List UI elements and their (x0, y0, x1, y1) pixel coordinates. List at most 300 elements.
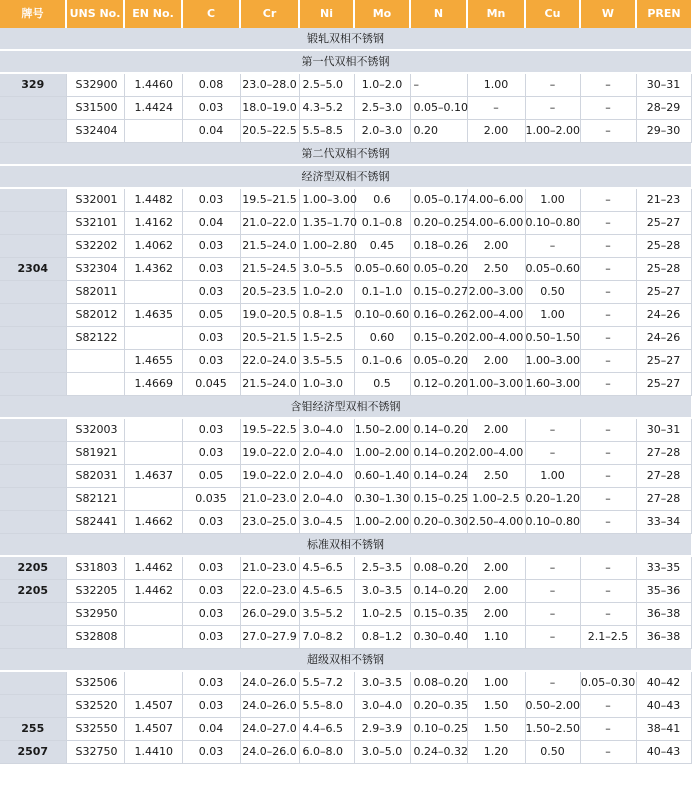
cell-mn: 2.00 (467, 556, 525, 580)
cell-en: 1.4655 (124, 350, 182, 373)
cell-w: – (580, 212, 636, 235)
cell-cr: 27.0–27.9 (240, 626, 299, 649)
cell-cr: 24.0–26.0 (240, 671, 299, 695)
cell-mn: 1.00–2.5 (467, 488, 525, 511)
cell-uns: S82121 (66, 488, 124, 511)
cell-n: 0.14–0.20 (410, 580, 467, 603)
cell-pren: 25–27 (636, 350, 691, 373)
cell-pren: 24–26 (636, 327, 691, 350)
cell-w: – (580, 120, 636, 143)
cell-cu: 1.60–3.00 (525, 373, 580, 396)
cell-pren: 30–31 (636, 73, 691, 97)
cell-cr: 21.5–24.5 (240, 258, 299, 281)
cell-w: – (580, 304, 636, 327)
cell-mn: 2.00 (467, 580, 525, 603)
cell-w: – (580, 556, 636, 580)
cell-cu: 1.00–3.00 (525, 350, 580, 373)
cell-grade: 2205 (0, 580, 66, 603)
cell-uns: S32520 (66, 695, 124, 718)
cell-w: – (580, 350, 636, 373)
cell-pren: 36–38 (636, 603, 691, 626)
cell-ni: 2.0–4.0 (299, 465, 354, 488)
cell-n: 0.08–0.20 (410, 556, 467, 580)
cell-mn: 4.00–6.00 (467, 188, 525, 212)
cell-uns: S82031 (66, 465, 124, 488)
cell-pren: 35–36 (636, 580, 691, 603)
cell-en: 1.4062 (124, 235, 182, 258)
cell-grade (0, 671, 66, 695)
cell-w: – (580, 718, 636, 741)
table-row (0, 580, 691, 603)
cell-en: 1.4662 (124, 511, 182, 534)
cell-uns: S32001 (66, 188, 124, 212)
cell-ni: 6.0–8.0 (299, 741, 354, 764)
cell-uns: S32304 (66, 258, 124, 281)
cell-n: – (410, 73, 467, 97)
cell-cr: 22.0–24.0 (240, 350, 299, 373)
cell-n: 0.15–0.27 (410, 281, 467, 304)
cell-mo: 2.0–3.0 (354, 120, 410, 143)
cell-en: 1.4635 (124, 304, 182, 327)
table-body (0, 28, 691, 764)
cell-cu: – (525, 580, 580, 603)
cell-cu: – (525, 671, 580, 695)
cell-mo: 2.5–3.0 (354, 97, 410, 120)
cell-ni: 5.5–7.2 (299, 671, 354, 695)
cell-cu: 0.50 (525, 281, 580, 304)
cell-uns: S32205 (66, 580, 124, 603)
table-row (0, 73, 691, 97)
cell-pren: 40–43 (636, 741, 691, 764)
cell-grade (0, 97, 66, 120)
cell-uns: S32950 (66, 603, 124, 626)
cell-en (124, 327, 182, 350)
cell-mn: 1.50 (467, 718, 525, 741)
cell-grade (0, 235, 66, 258)
cell-c: 0.03 (182, 556, 240, 580)
cell-grade (0, 442, 66, 465)
header-pren: PREN (636, 0, 691, 28)
cell-cr: 20.5–21.5 (240, 327, 299, 350)
cell-ni: 2.0–4.0 (299, 488, 354, 511)
cell-mn: 2.50 (467, 258, 525, 281)
cell-n: 0.20–0.25 (410, 212, 467, 235)
cell-c: 0.03 (182, 442, 240, 465)
cell-mn: 1.00–3.00 (467, 373, 525, 396)
cell-n: 0.05–0.10 (410, 97, 467, 120)
cell-w: – (580, 695, 636, 718)
cell-ni: 5.5–8.5 (299, 120, 354, 143)
cell-en (124, 442, 182, 465)
cell-grade (0, 304, 66, 327)
cell-ni: 0.8–1.5 (299, 304, 354, 327)
cell-w: – (580, 580, 636, 603)
table-row (0, 281, 691, 304)
cell-ni: 3.0–4.5 (299, 511, 354, 534)
cell-pren: 21–23 (636, 188, 691, 212)
cell-cu: – (525, 626, 580, 649)
cell-pren: 33–34 (636, 511, 691, 534)
cell-c: 0.03 (182, 235, 240, 258)
cell-en: 1.4462 (124, 556, 182, 580)
cell-ni: 3.0–4.0 (299, 418, 354, 442)
cell-en: 1.4507 (124, 718, 182, 741)
cell-pren: 28–29 (636, 97, 691, 120)
cell-en (124, 418, 182, 442)
cell-mo: 1.0–2.5 (354, 603, 410, 626)
cell-n: 0.12–0.20 (410, 373, 467, 396)
cell-c: 0.03 (182, 188, 240, 212)
cell-en: 1.4637 (124, 465, 182, 488)
cell-cr: 19.0–20.5 (240, 304, 299, 327)
cell-uns (66, 350, 124, 373)
cell-n: 0.08–0.20 (410, 671, 467, 695)
cell-w: – (580, 188, 636, 212)
cell-mn: 2.00–4.00 (467, 327, 525, 350)
cell-pren: 25–27 (636, 281, 691, 304)
cell-uns: S32750 (66, 741, 124, 764)
header-en: EN No. (124, 0, 182, 28)
section-title: 第一代双相不锈钢 (0, 50, 691, 73)
table-row (0, 235, 691, 258)
cell-c: 0.03 (182, 741, 240, 764)
cell-w: – (580, 281, 636, 304)
cell-c: 0.04 (182, 120, 240, 143)
cell-grade: 2205 (0, 556, 66, 580)
cell-w: – (580, 603, 636, 626)
cell-pren: 25–27 (636, 373, 691, 396)
cell-mo: 0.6 (354, 188, 410, 212)
cell-uns: S31803 (66, 556, 124, 580)
cell-cr: 19.5–21.5 (240, 188, 299, 212)
cell-c: 0.045 (182, 373, 240, 396)
cell-w: – (580, 442, 636, 465)
cell-uns: S82012 (66, 304, 124, 327)
cell-c: 0.03 (182, 511, 240, 534)
cell-en: 1.4162 (124, 212, 182, 235)
cell-w: – (580, 97, 636, 120)
cell-mo: 0.10–0.60 (354, 304, 410, 327)
cell-grade (0, 281, 66, 304)
header-cr: Cr (240, 0, 299, 28)
cell-w: – (580, 511, 636, 534)
cell-mo: 0.60 (354, 327, 410, 350)
cell-c: 0.035 (182, 488, 240, 511)
cell-mn: 2.00 (467, 603, 525, 626)
cell-n: 0.14–0.20 (410, 418, 467, 442)
table-row (0, 120, 691, 143)
cell-grade (0, 327, 66, 350)
cell-grade (0, 511, 66, 534)
cell-mo: 3.0–3.5 (354, 580, 410, 603)
section-header-row (0, 534, 691, 557)
cell-w: – (580, 373, 636, 396)
cell-cu: 0.10–0.80 (525, 212, 580, 235)
cell-en (124, 120, 182, 143)
cell-n: 0.16–0.26 (410, 304, 467, 327)
cell-mo: 0.05–0.60 (354, 258, 410, 281)
cell-mn: 2.00 (467, 235, 525, 258)
cell-uns: S32404 (66, 120, 124, 143)
cell-mn: 2.00–4.00 (467, 304, 525, 327)
cell-n: 0.20 (410, 120, 467, 143)
cell-grade: 2304 (0, 258, 66, 281)
cell-c: 0.08 (182, 73, 240, 97)
cell-en (124, 488, 182, 511)
cell-en: 1.4424 (124, 97, 182, 120)
section-title: 标准双相不锈钢 (0, 534, 691, 557)
cell-n: 0.30–0.40 (410, 626, 467, 649)
header-mo: Mo (354, 0, 410, 28)
cell-en: 1.4669 (124, 373, 182, 396)
cell-c: 0.04 (182, 718, 240, 741)
cell-cr: 21.5–24.0 (240, 373, 299, 396)
cell-en (124, 603, 182, 626)
cell-cu: 0.50–2.00 (525, 695, 580, 718)
cell-mn: 2.00 (467, 120, 525, 143)
cell-w: – (580, 488, 636, 511)
cell-c: 0.04 (182, 212, 240, 235)
table-row (0, 327, 691, 350)
table-row (0, 350, 691, 373)
cell-c: 0.03 (182, 418, 240, 442)
cell-c: 0.03 (182, 580, 240, 603)
cell-mo: 2.5–3.5 (354, 556, 410, 580)
cell-uns (66, 373, 124, 396)
cell-en: 1.4462 (124, 580, 182, 603)
cell-grade (0, 212, 66, 235)
cell-grade (0, 188, 66, 212)
cell-pren: 27–28 (636, 488, 691, 511)
cell-mn: 1.00 (467, 671, 525, 695)
cell-uns: S32101 (66, 212, 124, 235)
cell-pren: 27–28 (636, 465, 691, 488)
header-ni: Ni (299, 0, 354, 28)
cell-uns: S82441 (66, 511, 124, 534)
section-header-row (0, 165, 691, 188)
cell-c: 0.03 (182, 327, 240, 350)
cell-pren: 25–28 (636, 258, 691, 281)
cell-cu: – (525, 442, 580, 465)
header-c: C (182, 0, 240, 28)
cell-ni: 4.4–6.5 (299, 718, 354, 741)
cell-grade (0, 373, 66, 396)
cell-mo: 3.0–3.5 (354, 671, 410, 695)
cell-cr: 20.5–22.5 (240, 120, 299, 143)
section-title: 锻轧双相不锈钢 (0, 28, 691, 50)
cell-uns: S32550 (66, 718, 124, 741)
cell-cu: 0.50 (525, 741, 580, 764)
cell-cu: 1.00 (525, 304, 580, 327)
cell-cr: 22.0–23.0 (240, 580, 299, 603)
cell-cu: – (525, 418, 580, 442)
cell-pren: 33–35 (636, 556, 691, 580)
cell-uns: S32900 (66, 73, 124, 97)
cell-cr: 21.5–24.0 (240, 235, 299, 258)
cell-grade (0, 120, 66, 143)
section-title: 第二代双相不锈钢 (0, 143, 691, 166)
cell-pren: 38–41 (636, 718, 691, 741)
cell-cr: 21.0–23.0 (240, 556, 299, 580)
cell-grade (0, 603, 66, 626)
cell-ni: 1.00–2.80 (299, 235, 354, 258)
cell-en (124, 281, 182, 304)
header-grade: 牌号 (0, 0, 66, 28)
cell-mn: 2.00 (467, 418, 525, 442)
cell-c: 0.03 (182, 281, 240, 304)
cell-w: – (580, 327, 636, 350)
cell-en: 1.4460 (124, 73, 182, 97)
cell-w: – (580, 258, 636, 281)
header-row (0, 0, 691, 28)
cell-cr: 21.0–22.0 (240, 212, 299, 235)
cell-uns: S32506 (66, 671, 124, 695)
cell-mo: 0.30–1.30 (354, 488, 410, 511)
cell-pren: 40–43 (636, 695, 691, 718)
cell-ni: 1.00–3.00 (299, 188, 354, 212)
cell-ni: 4.5–6.5 (299, 556, 354, 580)
cell-mn: 1.00 (467, 73, 525, 97)
cell-en: 1.4410 (124, 741, 182, 764)
cell-w: 0.05–0.30 (580, 671, 636, 695)
cell-uns: S32003 (66, 418, 124, 442)
table-row (0, 442, 691, 465)
table-row (0, 188, 691, 212)
cell-mo: 3.0–5.0 (354, 741, 410, 764)
table-row (0, 718, 691, 741)
cell-grade: 255 (0, 718, 66, 741)
cell-ni: 7.0–8.2 (299, 626, 354, 649)
cell-cr: 23.0–25.0 (240, 511, 299, 534)
cell-c: 0.03 (182, 258, 240, 281)
cell-cr: 18.0–19.0 (240, 97, 299, 120)
cell-mo: 2.9–3.9 (354, 718, 410, 741)
cell-cu: 0.10–0.80 (525, 511, 580, 534)
cell-ni: 1.0–3.0 (299, 373, 354, 396)
section-header-row (0, 28, 691, 50)
header-w: W (580, 0, 636, 28)
cell-grade (0, 488, 66, 511)
cell-n: 0.05–0.17 (410, 188, 467, 212)
cell-cu: 1.50–2.50 (525, 718, 580, 741)
cell-c: 0.05 (182, 304, 240, 327)
cell-cu: 1.00 (525, 465, 580, 488)
cell-mo: 1.0–2.0 (354, 73, 410, 97)
table-row (0, 511, 691, 534)
cell-en: 1.4482 (124, 188, 182, 212)
header-uns: UNS No. (66, 0, 124, 28)
cell-ni: 3.0–5.5 (299, 258, 354, 281)
cell-w: – (580, 741, 636, 764)
cell-mo: 0.45 (354, 235, 410, 258)
cell-uns: S32202 (66, 235, 124, 258)
cell-w: – (580, 73, 636, 97)
cell-c: 0.03 (182, 350, 240, 373)
cell-ni: 1.35–1.70 (299, 212, 354, 235)
section-header-row (0, 396, 691, 419)
cell-n: 0.15–0.35 (410, 603, 467, 626)
cell-n: 0.15–0.25 (410, 488, 467, 511)
cell-mo: 0.1–0.8 (354, 212, 410, 235)
cell-c: 0.03 (182, 97, 240, 120)
cell-n: 0.14–0.24 (410, 465, 467, 488)
table-row (0, 418, 691, 442)
cell-ni: 5.5–8.0 (299, 695, 354, 718)
cell-mo: 0.8–1.2 (354, 626, 410, 649)
cell-mo: 3.0–4.0 (354, 695, 410, 718)
table-row (0, 626, 691, 649)
cell-cu: – (525, 73, 580, 97)
cell-ni: 4.3–5.2 (299, 97, 354, 120)
cell-pren: 36–38 (636, 626, 691, 649)
cell-ni: 3.5–5.2 (299, 603, 354, 626)
cell-uns: S82122 (66, 327, 124, 350)
cell-mn: 2.00–4.00 (467, 442, 525, 465)
section-header-row (0, 50, 691, 73)
section-title: 经济型双相不锈钢 (0, 165, 691, 188)
table-row (0, 212, 691, 235)
table-row (0, 741, 691, 764)
cell-cu: 1.00 (525, 188, 580, 212)
cell-cr: 23.0–28.0 (240, 73, 299, 97)
cell-mo: 1.50–2.00 (354, 418, 410, 442)
cell-cu: 0.50–1.50 (525, 327, 580, 350)
cell-mn: 2.00–3.00 (467, 281, 525, 304)
cell-cu: – (525, 235, 580, 258)
cell-pren: 25–27 (636, 212, 691, 235)
cell-n: 0.20–0.35 (410, 695, 467, 718)
cell-w: – (580, 235, 636, 258)
cell-en: 1.4362 (124, 258, 182, 281)
cell-n: 0.14–0.20 (410, 442, 467, 465)
cell-cr: 19.0–22.0 (240, 465, 299, 488)
cell-uns: S82011 (66, 281, 124, 304)
table-row (0, 258, 691, 281)
section-title: 含钼经济型双相不锈钢 (0, 396, 691, 419)
cell-n: 0.24–0.32 (410, 741, 467, 764)
cell-uns: S32808 (66, 626, 124, 649)
cell-mn: 1.20 (467, 741, 525, 764)
cell-n: 0.20–0.30 (410, 511, 467, 534)
cell-mo: 0.1–1.0 (354, 281, 410, 304)
table-row (0, 671, 691, 695)
cell-mn: 4.00–6.00 (467, 212, 525, 235)
table-row (0, 488, 691, 511)
cell-mo: 0.5 (354, 373, 410, 396)
cell-cr: 24.0–27.0 (240, 718, 299, 741)
header-cu: Cu (525, 0, 580, 28)
cell-en (124, 626, 182, 649)
cell-cu: – (525, 97, 580, 120)
cell-ni: 4.5–6.5 (299, 580, 354, 603)
cell-n: 0.10–0.25 (410, 718, 467, 741)
cell-cr: 19.5–22.5 (240, 418, 299, 442)
cell-grade (0, 418, 66, 442)
cell-pren: 27–28 (636, 442, 691, 465)
cell-ni: 1.5–2.5 (299, 327, 354, 350)
cell-pren: 30–31 (636, 418, 691, 442)
cell-ni: 2.0–4.0 (299, 442, 354, 465)
table-row (0, 97, 691, 120)
cell-c: 0.03 (182, 695, 240, 718)
table-row (0, 304, 691, 327)
cell-cu: 0.20–1.20 (525, 488, 580, 511)
cell-grade (0, 465, 66, 488)
cell-n: 0.15–0.20 (410, 327, 467, 350)
cell-pren: 40–42 (636, 671, 691, 695)
section-header-row (0, 649, 691, 672)
table-row (0, 556, 691, 580)
